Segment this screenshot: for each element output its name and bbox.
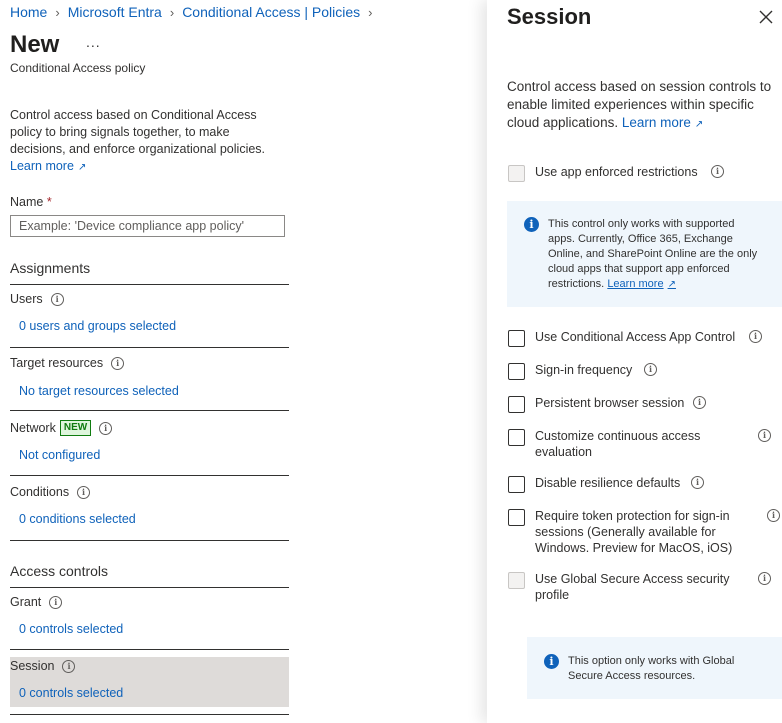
info-icon[interactable]: i bbox=[111, 357, 124, 370]
panel-description-text: Control access based on session controls to enable limited experiences within specific cloud applications. bbox=[507, 79, 772, 130]
app-enforced-info-message: This control only works with supported apps. Currently, Office 365, Exchange Online, and SharePoint Online are the only cloud apps that support app enforced restrictions. bbox=[548, 218, 758, 290]
target-resources-label-text: Target resources bbox=[10, 356, 104, 370]
breadcrumb-home[interactable]: Home bbox=[10, 4, 48, 20]
conditions-label bbox=[10, 485, 90, 499]
divider bbox=[10, 347, 289, 348]
users-label bbox=[10, 292, 64, 306]
external-link-icon: ↗ bbox=[694, 119, 704, 130]
persistent-browser-label: Persistent browser session bbox=[535, 396, 685, 410]
gsa-info-text: This option only works with Global Secure Access resources. bbox=[568, 655, 735, 682]
grant-link[interactable]: 0 controls selected bbox=[19, 622, 124, 636]
panel-learn-more-label: Learn more bbox=[621, 115, 691, 130]
name-label-text: Name bbox=[10, 195, 44, 209]
divider bbox=[10, 475, 289, 476]
app-enforced-info-box bbox=[507, 201, 782, 307]
app-enforced-row[interactable] bbox=[508, 164, 698, 182]
info-icon[interactable]: i bbox=[51, 293, 64, 306]
app-enforced-label: Use app enforced restrictions bbox=[535, 165, 698, 179]
chevron-right-icon: › bbox=[368, 4, 373, 20]
close-icon[interactable] bbox=[757, 8, 775, 26]
session-panel bbox=[487, 0, 782, 723]
cas-label: Use Conditional Access App Control bbox=[535, 330, 736, 344]
panel-description bbox=[507, 78, 779, 134]
info-learn-more-label: Learn more bbox=[607, 278, 664, 290]
learn-more-link[interactable] bbox=[10, 159, 86, 173]
conditions-label-text: Conditions bbox=[10, 485, 70, 499]
token-protection-row[interactable] bbox=[508, 508, 750, 556]
gsa-info-box bbox=[527, 637, 782, 699]
info-icon[interactable]: i bbox=[644, 363, 657, 376]
divider bbox=[10, 540, 289, 541]
info-icon[interactable]: i bbox=[711, 165, 724, 178]
target-resources-link[interactable]: No target resources selected bbox=[19, 384, 179, 398]
page-subtitle: Conditional Access policy bbox=[10, 61, 146, 75]
required-mark: * bbox=[46, 195, 52, 209]
resilience-label: Disable resilience defaults bbox=[535, 476, 681, 490]
target-resources-label bbox=[10, 356, 124, 370]
cae-checkbox[interactable] bbox=[508, 429, 525, 446]
info-filled-icon: i bbox=[544, 654, 559, 669]
more-options-button[interactable]: ... bbox=[86, 34, 101, 50]
gsa-row[interactable] bbox=[508, 571, 740, 603]
cas-row[interactable] bbox=[508, 329, 735, 347]
persistent-browser-row[interactable] bbox=[508, 395, 684, 413]
divider bbox=[10, 587, 289, 588]
chevron-right-icon: › bbox=[55, 4, 60, 20]
external-link-icon: ↗ bbox=[667, 279, 676, 290]
intro-text bbox=[10, 107, 285, 176]
network-label-text: Network bbox=[10, 421, 56, 435]
cas-checkbox[interactable] bbox=[508, 330, 525, 347]
info-icon[interactable]: i bbox=[749, 330, 762, 343]
grant-label bbox=[10, 595, 62, 609]
info-icon[interactable]: i bbox=[758, 429, 771, 442]
info-icon[interactable]: i bbox=[49, 596, 62, 609]
info-learn-more-link[interactable] bbox=[607, 278, 676, 290]
gsa-label: Use Global Secure Access security profile bbox=[535, 572, 730, 602]
access-controls-heading: Access controls bbox=[10, 563, 109, 579]
info-icon[interactable]: i bbox=[691, 476, 704, 489]
token-protection-label: Require token protection for sign-in sessions (Generally available for Windows. Preview for MacOS, iOS) bbox=[535, 509, 733, 555]
signin-frequency-checkbox[interactable] bbox=[508, 363, 525, 380]
info-icon[interactable]: i bbox=[767, 509, 780, 522]
cae-row[interactable] bbox=[508, 428, 725, 460]
divider bbox=[10, 649, 289, 650]
panel-learn-more-link[interactable] bbox=[622, 115, 703, 130]
info-icon[interactable]: i bbox=[62, 660, 75, 673]
divider bbox=[10, 284, 289, 285]
grant-label-text: Grant bbox=[10, 595, 42, 609]
gsa-checkbox[interactable] bbox=[508, 572, 525, 589]
session-link[interactable]: 0 controls selected bbox=[19, 686, 124, 700]
info-icon[interactable]: i bbox=[99, 422, 112, 435]
breadcrumb bbox=[10, 4, 380, 20]
persistent-browser-checkbox[interactable] bbox=[508, 396, 525, 413]
breadcrumb-conditional-access[interactable]: Conditional Access | Policies bbox=[182, 4, 361, 20]
chevron-right-icon: › bbox=[169, 4, 175, 20]
app-enforced-info-text bbox=[548, 217, 763, 307]
cae-label: Customize continuous access evaluation bbox=[535, 429, 701, 459]
network-label bbox=[10, 420, 112, 436]
users-label-text: Users bbox=[10, 292, 43, 306]
conditions-link[interactable]: 0 conditions selected bbox=[19, 512, 136, 526]
intro-description: Control access based on Conditional Access policy to bring signals together, to make decisions, and enforce organizational policies. bbox=[10, 108, 266, 156]
info-icon[interactable]: i bbox=[758, 572, 771, 585]
external-link-icon: ↗ bbox=[77, 162, 87, 173]
token-protection-checkbox[interactable] bbox=[508, 509, 525, 526]
resilience-checkbox[interactable] bbox=[508, 476, 525, 493]
info-icon[interactable]: i bbox=[77, 486, 90, 499]
assignments-heading: Assignments bbox=[10, 260, 91, 276]
divider bbox=[10, 714, 289, 715]
divider bbox=[10, 410, 289, 411]
session-label-text: Session bbox=[10, 659, 55, 673]
resilience-row[interactable] bbox=[508, 475, 680, 493]
policy-name-input[interactable] bbox=[10, 215, 285, 237]
panel-title: Session bbox=[507, 4, 592, 29]
info-filled-icon: i bbox=[524, 217, 539, 232]
learn-more-label: Learn more bbox=[10, 159, 74, 173]
new-badge: NEW bbox=[60, 420, 91, 436]
users-selection-link[interactable]: 0 users and groups selected bbox=[19, 319, 177, 333]
signin-frequency-label: Sign-in frequency bbox=[535, 363, 633, 377]
breadcrumb-microsoft-entra[interactable]: Microsoft Entra bbox=[67, 4, 162, 20]
app-enforced-checkbox[interactable] bbox=[508, 165, 525, 182]
page-title: New bbox=[10, 31, 60, 58]
name-label bbox=[10, 195, 52, 209]
signin-frequency-row[interactable] bbox=[508, 362, 632, 380]
info-icon[interactable]: i bbox=[693, 396, 706, 409]
network-link[interactable]: Not configured bbox=[19, 448, 101, 462]
session-label bbox=[10, 659, 75, 673]
